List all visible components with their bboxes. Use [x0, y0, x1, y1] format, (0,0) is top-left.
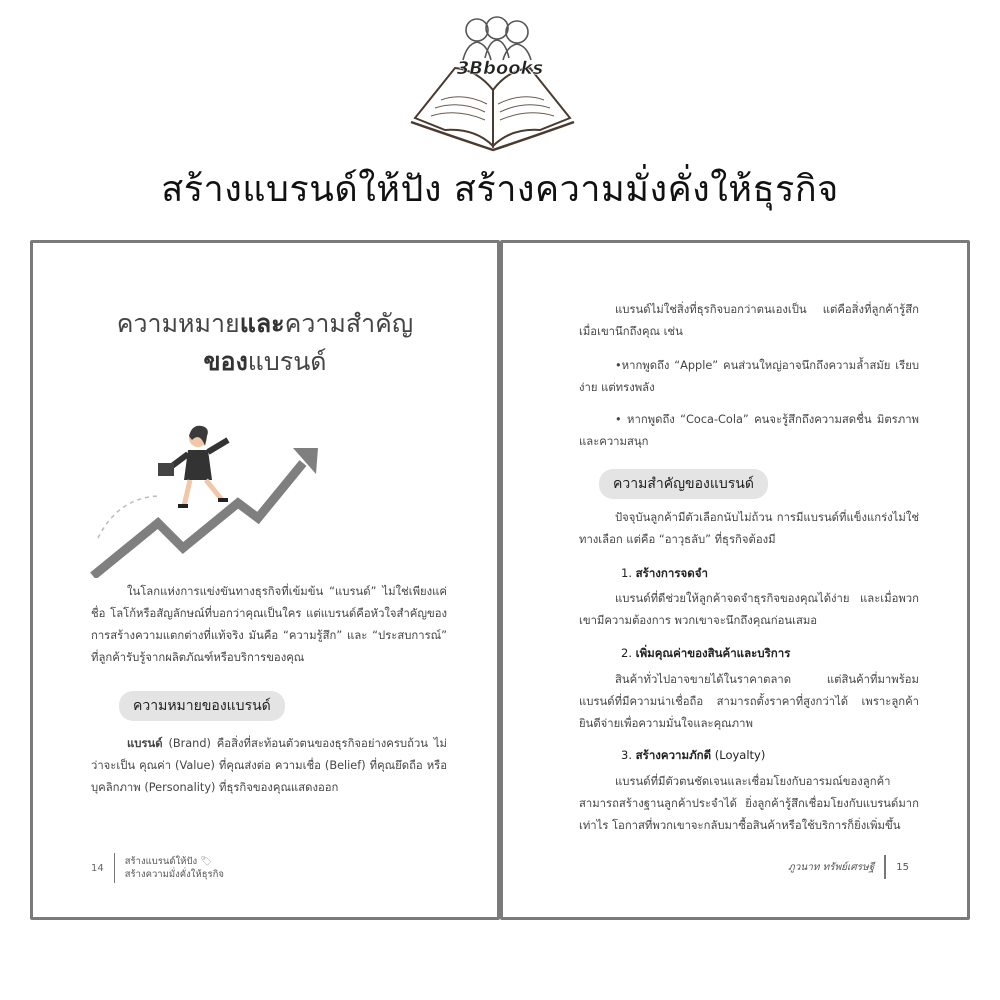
point-1-body: [579, 588, 919, 632]
example-coca-cola: [579, 409, 919, 453]
businesswoman-growth-illustration: [88, 418, 338, 578]
chapter-title: [33, 305, 497, 381]
headline: สร้างแบรนด์ให้ปัง สร้างความมั่งคั่งให้ธุรกิจ: [161, 169, 839, 210]
example-coca-cola-text: • หากพูดถึง “Coca-Cola” คนจะรู้สึกถึงความสดชื่น มิตรภาพ และความสนุก: [579, 413, 919, 448]
example-apple-text: •หากพูดถึง “Apple” คนส่วนใหญ่อาจนึกถึงความล้ำสมัย เรียบง่าย แต่ทรงพลัง: [579, 359, 919, 394]
right-page: [500, 240, 970, 920]
intro-text: ในโลกแห่งการแข่งขันทางธุรกิจที่เข้มข้น “แบรนด์” ไม่ใช่เพียงแค่ชื่อ โลโก้หรือสัญลักษณ์ที่บอกว่าคุณเป็นใคร แต่แบรนด์คือหัวใจสำคัญของการสร้างความแตกต่างที่แท้จริง มันคือ “ความรู้สึก” และ “ประสบการณ์” ที่ลูกค้ารับรู้จากผลิตภัณฑ์หรือบริการของคุณ: [91, 585, 447, 664]
point-1-text: แบรนด์ที่ดีช่วยให้ลูกค้าจดจำธุรกิจของคุณได้ง่าย และเมื่อพวกเขามีความต้องการ พวกเขาจะนึกถึงคุณก่อนเสมอ: [579, 592, 919, 627]
point-2-heading: [621, 645, 790, 663]
point-3-suffix: (Loyalty): [711, 748, 766, 762]
footer-divider: [114, 853, 115, 883]
intro-paragraph: [91, 581, 447, 669]
point-3-heading: [621, 747, 765, 765]
footer-book-title: [125, 855, 224, 881]
importance-intro-text: ปัจจุบันลูกค้ามีตัวเลือกนับไม่ถ้วน การมีแบรนด์ที่แข็งแกร่งไม่ใช่ทางเลือก แต่คือ “อาวุธลับ” ที่ธุรกิจต้องมี: [579, 511, 919, 546]
footer-divider-right: [884, 855, 886, 879]
definition-text: (Brand) คือสิ่งที่สะท้อนตัวตนของธุรกิจอย่างครบถ้วน ไม่ว่าจะเป็น คุณค่า (Value) ที่คุณส่งต่อ ความเชื่อ (Belief) ที่คุณยึดถือ หรือบุคลิกภาพ (Personality) ที่ธุรกิจของคุณแสดงออก: [91, 737, 447, 794]
right-footer: [788, 855, 909, 879]
opening-text: แบรนด์ไม่ใช่สิ่งที่ธุรกิจบอกว่าตนเองเป็น แต่คือสิ่งที่ลูกค้ารู้สึก เมื่อเขานึกถึงคุณ เช่น: [579, 303, 919, 338]
point-2-text: สินค้าทั่วไปอาจขายได้ในราคาตลาด แต่สินค้าที่มาพร้อมแบรนด์ที่มีความน่าเชื่อถือ สามารถตั้งราคาที่สูงกว่าได้ เพราะลูกค้ายินดีจ่ายเพื่อความมั่นใจและคุณภาพ: [579, 673, 919, 730]
point-1-heading: [621, 565, 708, 583]
footer-book-title-line1: สร้างแบรนด์ให้ปัง: [124, 856, 198, 867]
point-2-title: เพิ่มคุณค่าของสินค้าและบริการ: [635, 646, 791, 660]
page-number-right: 15: [896, 861, 909, 873]
point-3-number: 3.: [621, 748, 636, 762]
point-1-title: สร้างการจดจำ: [635, 566, 708, 580]
section-label-brand-importance: ความสำคัญของแบรนด์: [599, 469, 768, 499]
title-part-importance: ความสำคัญ: [284, 309, 414, 338]
title-part-and: และ: [239, 309, 285, 338]
footer-book-title-line2: สร้างความมั่งคั่งให้ธุรกิจ: [124, 869, 224, 880]
point-3-title: สร้างความภักดี: [635, 748, 712, 762]
left-page: [30, 240, 500, 920]
point-2-number: 2.: [621, 646, 636, 660]
definition-term: แบรนด์: [127, 737, 163, 750]
importance-intro: [579, 507, 919, 551]
point-3-body: [579, 771, 919, 837]
point-1-number: 1.: [621, 566, 636, 580]
title-part-of: ของ: [203, 347, 248, 376]
author-name: ภูวนาท ทรัพย์เศรษฐี: [788, 861, 875, 873]
point-3-text: แบรนด์ที่มีตัวตนชัดเจนและเชื่อมโยงกับอารมณ์ของลูกค้า สามารถสร้างฐานลูกค้าประจำได้ ยิ่งลูกค้ารู้สึกเชื่อมโยงกับแบรนด์มากเท่าไร โอกาสที่พวกเขาจะกลับมาซื้อสินค้าหรือใช้บริการก็ยิ่งเพิ่มขึ้น: [579, 775, 919, 832]
opening-paragraph: [579, 299, 919, 343]
page-number-left: 14: [91, 862, 104, 874]
logo-text: 3Bbooks: [456, 58, 544, 79]
section-label-brand-meaning: ความหมายของแบรนด์: [119, 691, 285, 721]
point-2-body: [579, 669, 919, 735]
title-part-brand: แบรนด์: [247, 347, 327, 376]
example-apple: [579, 355, 919, 399]
tag-icon: 🏷: [200, 856, 213, 867]
title-part-meaning: ความหมาย: [116, 309, 240, 338]
left-footer: [91, 853, 224, 883]
publisher-logo: [405, 8, 580, 153]
brand-definition: [91, 733, 447, 799]
